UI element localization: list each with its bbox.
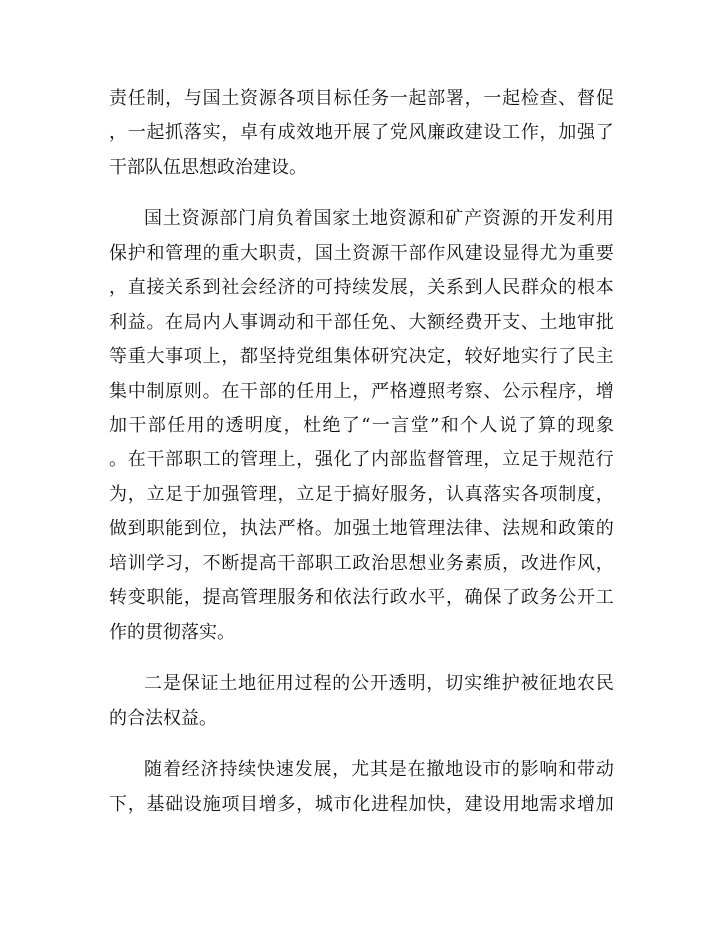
p3-line-1: 二 是 保 证 土 地 征 用 过 程 的 公 开 透 明 ， 切 实 维 护 被 征 地 农 民 — [144, 673, 614, 694]
p2-line-9: 为 ， 立 足 于 加 强 管 理 ， 立 足 于 搞 好 服 务 ， 认 真 落 实 各 项 制 度 ， — [109, 484, 614, 505]
p2-line-6: 集 中 制 原 则 。 在 干 部 的 任 用 上 ， 严 格 遵 照 考 察 、 公 示 程 序 ， 增 — [109, 381, 614, 402]
p2-line-13: 作的贯彻落实。 — [109, 622, 235, 643]
p2-line-7: 加 干 部 任 用 的 透 明 度 ， 杜 绝 了 “ 一 言 堂 ” 和 个 人 说 了 算 的 现 象 — [109, 415, 614, 436]
p4-line-1: 随 着 经 济 持 续 快 速 发 展 ， 尤 其 是 在 撤 地 设 市 的 影 响 和 带 动 — [144, 759, 614, 780]
p2-line-3: ， 直 接 关 系 到 社 会 经 济 的 可 持 续 发 展 ， 关 系 到 人 民 群 众 的 根 本 — [109, 277, 614, 298]
p2-line-1: 国 土 资 源 部 门 肩 负 着 国 家 土 地 资 源 和 矿 产 资 源 的 开 发 利 用 — [144, 208, 614, 229]
p2-line-5: 等 重 大 事 项 上 ， 都 坚 持 党 组 集 体 研 究 决 定 ， 较 好 地 实 行 了 民 主 — [109, 346, 614, 367]
p1-line-3: 干部队伍思想政治建设。 — [109, 157, 307, 178]
p2-line-10: 做 到 职 能 到 位 ， 执 法 严 格 。 加 强 土 地 管 理 法 律 、 法 规 和 政 策 的 — [109, 518, 614, 539]
p2-line-8: 。 在 干 部 职 工 的 管 理 上 ， 强 化 了 内 部 监 督 管 理 ， 立 足 于 规 范 行 — [109, 449, 614, 470]
p1-line-1: 责 任 制 ， 与 国 土 资 源 各 项 目 标 任 务 一 起 部 署 ， 一 起 检 查 、 督 促 — [109, 88, 614, 109]
p2-line-2: 保 护 和 管 理 的 重 大 职 责 ， 国 土 资 源 干 部 作 风 建 设 显 得 尤 为 重 要 — [109, 243, 614, 264]
p2-line-4: 利 益 。 在 局 内 人 事 调 动 和 干 部 任 免 、 大 额 经 费 开 支 、 土 地 审 批 — [109, 312, 614, 333]
p4-line-2: 下 ， 基 础 设 施 项 目 增 多 ， 城 市 化 进 程 加 快 ， 建 设 用 地 需 求 增 加 — [109, 794, 614, 815]
p1-line-2: ， 一 起 抓 落 实 ， 卓 有 成 效 地 开 展 了 党 风 廉 政 建 设 工 作 ， 加 强 了 — [109, 122, 614, 143]
p3-line-2: 的合法权益。 — [109, 708, 217, 729]
p2-line-11: 培 训 学 习 ， 不 断 提 高 干 部 职 工 政 治 思 想 业 务 素 质 ， 改 进 作 风 ， — [109, 553, 614, 574]
p2-line-12: 转 变 职 能 ， 提 高 管 理 服 务 和 依 法 行 政 水 平 ， 确 保 了 政 务 公 开 工 — [109, 587, 614, 608]
